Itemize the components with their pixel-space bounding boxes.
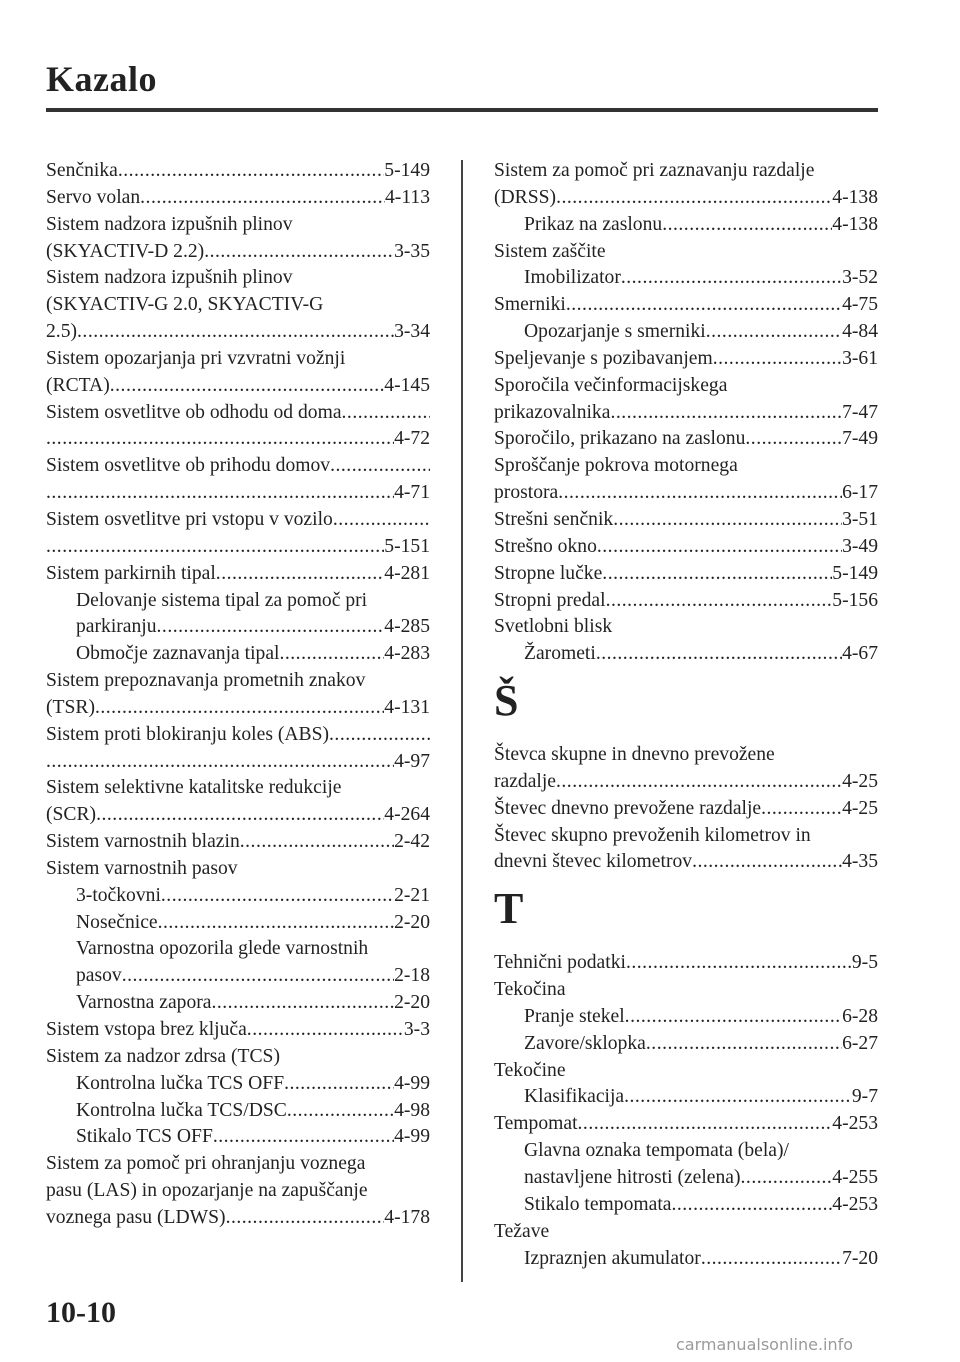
entry-term: (TSR) — [46, 696, 95, 718]
dot-leader — [211, 990, 394, 1017]
index-entry — [494, 769, 878, 796]
entry-term: Strešno okno — [494, 535, 597, 557]
entry-term: Sistem prepoznavanja prometnih znakov — [46, 670, 366, 692]
dot-leader — [330, 453, 430, 480]
index-subentry — [494, 1138, 878, 1165]
index-entry — [494, 950, 878, 977]
entry-term: Svetlobni blisk — [494, 616, 613, 638]
entry-page-ref: 4-138 — [832, 213, 878, 235]
index-subentry — [46, 1098, 430, 1125]
index-subentry — [494, 1031, 878, 1058]
entry-term: Smerniki — [494, 294, 566, 316]
index-entry — [494, 292, 878, 319]
dot-leader — [240, 829, 394, 856]
index-entry — [46, 722, 430, 749]
index-subentry — [46, 1071, 430, 1098]
section-letter: Š — [494, 676, 519, 726]
entry-page-ref: 7-20 — [842, 1247, 878, 1269]
entry-term: Sistem osvetlitve pri vstopu v vozilo — [46, 508, 333, 530]
entry-term: (SCR) — [46, 804, 97, 826]
dot-leader — [287, 1098, 394, 1125]
entry-term: Sistem opozarjanja pri vzvratni vožnji — [46, 347, 346, 369]
dot-leader — [610, 400, 842, 427]
dot-leader — [333, 507, 430, 534]
entry-term: prikazovalnika — [494, 401, 611, 423]
index-entry — [46, 292, 430, 319]
index-subentry — [46, 641, 430, 668]
dot-leader — [118, 158, 384, 185]
entry-term: dnevni števec kilometrov — [494, 851, 693, 873]
index-entry — [494, 185, 878, 212]
index-subentry — [494, 212, 878, 239]
entry-page-ref: 4-145 — [384, 374, 430, 396]
dot-leader — [279, 641, 384, 668]
entry-term: Sistem nadzora izpušnih plinov — [46, 267, 293, 289]
entry-term: Sistem parkirnih tipal — [46, 562, 216, 584]
entry-term: Sporočilo, prikazano na zaslonu — [494, 428, 746, 450]
index-entry — [46, 158, 430, 185]
entry-term: Servo volan — [46, 186, 141, 208]
index-entry — [494, 742, 878, 769]
entry-page-ref: 4-97 — [394, 750, 430, 772]
entry-term: Sistem varnostnih pasov — [46, 857, 238, 879]
entry-page-ref: 4-281 — [384, 562, 430, 584]
entry-term: Sporočila večinformacijskega — [494, 374, 728, 396]
entry-term: Sistem za pomoč pri zaznavanju razdalje — [494, 160, 815, 181]
index-entry — [494, 849, 878, 876]
entry-page-ref: 3-35 — [394, 240, 430, 262]
index-entry — [46, 1044, 430, 1071]
dot-leader — [662, 212, 832, 239]
index-entry — [494, 453, 878, 480]
index-entry — [46, 400, 430, 427]
entry-page-ref: 5-156 — [832, 589, 878, 611]
dot-leader — [596, 641, 842, 668]
index-entry — [494, 977, 878, 1004]
entry-page-ref: 2-42 — [394, 831, 430, 853]
entry-page-ref: 3-61 — [842, 347, 878, 369]
dot-leader — [158, 910, 394, 937]
dot-leader — [46, 480, 394, 507]
index-entry — [46, 534, 430, 561]
entry-page-ref: 6-27 — [842, 1032, 878, 1054]
index-subentry — [494, 319, 878, 346]
index-entry — [46, 426, 430, 453]
entry-page-ref: 3-49 — [842, 535, 878, 557]
dot-leader — [578, 1111, 833, 1138]
entry-term: pasu (LAS) in opozarjanje na zapuščanje — [46, 1180, 368, 1202]
entry-term: parkiranju — [76, 616, 157, 638]
entry-page-ref: 4-285 — [384, 616, 430, 638]
dot-leader — [140, 185, 385, 212]
index-subentry — [494, 1004, 878, 1031]
entry-page-ref: 3-34 — [394, 321, 430, 343]
index-entry — [494, 480, 878, 507]
entry-term: Sistem varnostnih blazin — [46, 831, 240, 853]
entry-term: prostora — [494, 482, 559, 504]
index-entry — [46, 373, 430, 400]
dot-leader — [606, 588, 833, 615]
index-entry — [494, 561, 878, 588]
index-entry — [494, 400, 878, 427]
entry-term: Stikalo TCS OFF — [76, 1126, 213, 1148]
index-entry — [46, 775, 430, 802]
dot-leader — [621, 265, 842, 292]
index-entry — [46, 695, 430, 722]
entry-term: Težave — [494, 1220, 550, 1242]
dot-leader — [558, 480, 842, 507]
entry-term: Stropne lučke — [494, 562, 603, 584]
dot-leader — [284, 1071, 394, 1098]
entry-term: (DRSS) — [494, 186, 557, 208]
index-subentry — [494, 1084, 878, 1111]
entry-page-ref: 2-21 — [394, 884, 430, 906]
header-rule — [46, 108, 878, 112]
entry-term: Stropni predal — [494, 589, 606, 611]
dot-leader — [597, 534, 842, 561]
entry-page-ref: 4-131 — [384, 696, 430, 718]
dot-leader — [741, 1165, 833, 1192]
page-number: 10-10 — [46, 1296, 116, 1329]
index-entry — [46, 453, 430, 480]
entry-page-ref: 4-71 — [394, 482, 430, 504]
entry-page-ref: 6-17 — [842, 482, 878, 504]
index-subentry — [46, 936, 430, 963]
entry-term: Speljevanje s pozibavanjem — [494, 347, 713, 369]
index-column-right — [494, 158, 878, 1272]
index-entry — [46, 346, 430, 373]
dot-leader — [671, 1192, 832, 1219]
entry-term: Tekočine — [494, 1059, 566, 1081]
entry-term: pasov — [76, 965, 122, 987]
entry-page-ref: 5-151 — [384, 535, 430, 557]
entry-term: Stikalo tempomata — [524, 1193, 672, 1215]
index-entry — [494, 823, 878, 850]
index-entry — [46, 1151, 430, 1178]
entry-page-ref: 4-253 — [832, 1193, 878, 1215]
entry-page-ref: 4-84 — [842, 321, 878, 343]
entry-term: Nosečnice — [76, 911, 158, 933]
watermark: carmanualsonline.info — [676, 1335, 854, 1354]
entry-page-ref: 2-18 — [394, 965, 430, 987]
dot-leader — [161, 883, 394, 910]
entry-page-ref: 4-253 — [832, 1113, 878, 1135]
dot-leader — [626, 950, 852, 977]
dot-leader — [213, 1124, 394, 1151]
dot-leader — [701, 1246, 842, 1273]
entry-term: Sistem zaščite — [494, 240, 606, 262]
index-subentry — [46, 963, 430, 990]
entry-page-ref: 2-20 — [394, 911, 430, 933]
entry-term: Števec dnevno prevožene razdalje — [494, 797, 762, 819]
entry-page-ref: 2-20 — [394, 992, 430, 1014]
entry-term: nastavljene hitrosti (zelena) — [524, 1167, 741, 1188]
dot-leader — [226, 1205, 385, 1232]
entry-page-ref: 6-28 — [842, 1005, 878, 1027]
entry-page-ref: 9-5 — [851, 952, 878, 974]
index-subentry — [46, 614, 430, 641]
entry-page-ref: 5-149 — [832, 562, 878, 584]
index-entry — [46, 212, 430, 239]
entry-page-ref: 7-47 — [842, 401, 878, 423]
entry-page-ref: 4-138 — [832, 186, 878, 208]
entry-term: Prikaz na zaslonu — [524, 213, 663, 235]
index-entry — [494, 588, 878, 615]
entry-term: Glavna oznaka tempomata (bela)/ — [524, 1140, 789, 1162]
entry-term: Tempomat — [494, 1113, 578, 1135]
index-entry — [46, 1178, 430, 1205]
dot-leader — [46, 749, 394, 776]
entry-term: Števca skupne in dnevno prevožene — [494, 744, 775, 766]
entry-term: Senčnika — [46, 160, 118, 181]
entry-term: Varnostna zapora — [76, 992, 212, 1014]
entry-page-ref: 3-3 — [403, 1019, 430, 1040]
entry-term: Števec skupno prevoženih kilometrov in — [494, 824, 811, 846]
index-entry — [46, 749, 430, 776]
index-entry — [494, 426, 878, 453]
entry-term: Sistem proti blokiranju koles (ABS) — [46, 723, 330, 745]
dot-leader — [713, 346, 842, 373]
entry-term: Opozarjanje s smerniki — [524, 321, 706, 343]
entry-page-ref: 4-255 — [832, 1167, 878, 1188]
index-entry — [46, 319, 430, 346]
dot-leader — [646, 1031, 842, 1058]
dot-leader — [706, 319, 842, 346]
entry-term: Sistem nadzora izpušnih plinov — [46, 213, 293, 235]
entry-term: Sproščanje pokrova motornega — [494, 455, 738, 477]
entry-page-ref: 4-264 — [384, 804, 430, 826]
entry-page-ref: 4-178 — [384, 1206, 430, 1228]
dot-leader — [157, 614, 385, 641]
entry-term: 3-točkovni — [76, 884, 161, 906]
entry-term: Sistem za nadzor zdrsa (TCS) — [46, 1045, 280, 1067]
index-subentry — [494, 641, 878, 668]
entry-term: Imobilizator — [524, 267, 621, 289]
entry-term: Žarometi — [524, 643, 596, 665]
section-letter: T — [494, 884, 524, 934]
dot-leader — [204, 239, 394, 266]
dot-leader — [329, 722, 430, 749]
entry-page-ref: 4-75 — [842, 294, 878, 316]
entry-term: Sistem osvetlitve ob odhodu od doma — [46, 401, 342, 423]
index-entry — [494, 1058, 878, 1085]
entry-term: (SKYACTIV-D 2.2) — [46, 240, 205, 262]
index-entry — [46, 856, 430, 883]
entry-page-ref: 3-51 — [842, 508, 878, 530]
dot-leader — [95, 695, 384, 722]
dot-leader — [110, 373, 385, 400]
index-subentry — [46, 1124, 430, 1151]
index-subentry — [46, 990, 430, 1017]
entry-term: razdalje — [494, 770, 556, 792]
dot-leader — [77, 319, 394, 346]
entry-term: Sistem vstopa brez ključa — [46, 1019, 247, 1040]
entry-term: Kontrolna lučka TCS OFF — [76, 1072, 285, 1094]
dot-leader — [556, 769, 842, 796]
index-entry — [46, 1017, 430, 1044]
entry-page-ref: 4-99 — [394, 1126, 430, 1148]
index-subentry — [494, 1246, 878, 1273]
index-subentry — [46, 910, 430, 937]
index-entry — [46, 668, 430, 695]
index-entry — [46, 561, 430, 588]
index-subentry — [494, 1165, 878, 1192]
index-entry — [494, 373, 878, 400]
entry-term: Tekočina — [494, 979, 566, 1001]
dot-leader — [745, 426, 842, 453]
entry-term: Zavore/sklopka — [524, 1032, 646, 1054]
index-entry — [494, 239, 878, 266]
dot-leader — [342, 400, 430, 427]
index-entry — [494, 534, 878, 561]
index-entry — [46, 507, 430, 534]
dot-leader — [692, 849, 842, 876]
entry-term: Tehnični podatki — [494, 952, 626, 974]
entry-page-ref: 4-99 — [394, 1072, 430, 1094]
index-entry — [46, 802, 430, 829]
dot-leader — [556, 185, 832, 212]
entry-term: (RCTA) — [46, 374, 110, 396]
page-title: Kazalo — [46, 59, 157, 99]
entry-page-ref: 4-72 — [394, 428, 430, 450]
index-subentry — [494, 1192, 878, 1219]
dot-leader — [46, 534, 384, 561]
index-entry — [494, 614, 878, 641]
entry-page-ref: 5-149 — [384, 160, 430, 181]
index-subentry — [46, 588, 430, 615]
index-entry — [46, 185, 430, 212]
dot-leader — [624, 1084, 852, 1111]
index-entry — [494, 796, 878, 823]
dot-leader — [46, 426, 394, 453]
entry-page-ref: 4-67 — [842, 643, 878, 665]
dot-leader — [247, 1017, 404, 1044]
entry-term: Sistem osvetlitve ob prihodu domov — [46, 455, 331, 477]
entry-term: Sistem za pomoč pri ohranjanju voznega — [46, 1153, 366, 1175]
entry-term: Območje zaznavanja tipal — [76, 643, 280, 665]
entry-page-ref: 9-7 — [851, 1086, 878, 1108]
dot-leader — [96, 802, 384, 829]
index-entry — [494, 1111, 878, 1138]
index-entry — [494, 1219, 878, 1246]
entry-term: Pranje stekel — [524, 1005, 625, 1027]
entry-term: Klasifikacija — [524, 1086, 625, 1108]
entry-term: Varnostna opozorila glede varnostnih — [76, 938, 369, 960]
index-subentry — [46, 883, 430, 910]
index-entry — [46, 480, 430, 507]
index-entry — [46, 1205, 430, 1232]
index-entry — [494, 346, 878, 373]
dot-leader — [625, 1004, 842, 1031]
index-column-left — [46, 158, 430, 1232]
entry-page-ref: 4-25 — [842, 797, 878, 819]
column-divider — [461, 160, 463, 1282]
index-subentry — [494, 265, 878, 292]
index-entry — [494, 158, 878, 185]
entry-page-ref: 4-283 — [384, 643, 430, 665]
entry-term: 2.5) — [46, 321, 78, 343]
entry-page-ref: 7-49 — [842, 428, 878, 450]
entry-page-ref: 4-25 — [842, 770, 878, 792]
dot-leader — [761, 796, 842, 823]
index-entry — [46, 265, 430, 292]
index-entry — [494, 507, 878, 534]
entry-page-ref: 3-52 — [842, 267, 878, 289]
dot-leader — [613, 507, 842, 534]
entry-term: (SKYACTIV-G 2.0, SKYACTIV-G — [46, 294, 324, 316]
dot-leader — [122, 963, 394, 990]
entry-page-ref: 4-113 — [385, 186, 430, 208]
entry-page-ref: 4-98 — [394, 1099, 430, 1121]
index-entry — [46, 829, 430, 856]
entry-term: Strešni senčnik — [494, 508, 614, 530]
dot-leader — [566, 292, 842, 319]
entry-page-ref: 4-35 — [842, 851, 878, 873]
dot-leader — [602, 561, 832, 588]
entry-term: Sistem selektivne katalitske redukcije — [46, 777, 342, 799]
entry-term: Kontrolna lučka TCS/DSC — [76, 1099, 287, 1121]
index-entry — [46, 239, 430, 266]
entry-term: Izpraznjen akumulator — [524, 1247, 701, 1269]
entry-term: Delovanje sistema tipal za pomoč pri — [76, 589, 368, 611]
entry-term: voznega pasu (LDWS) — [46, 1206, 226, 1228]
dot-leader — [216, 561, 384, 588]
